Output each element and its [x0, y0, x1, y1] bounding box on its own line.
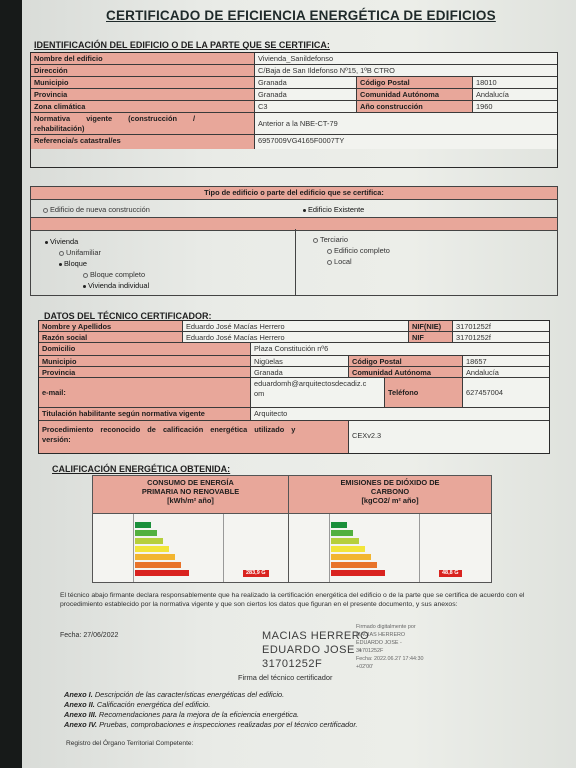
zona-climatica-label: Zona climática [31, 101, 255, 112]
domicilio-label: Domicilio [39, 343, 251, 355]
radio-icon [327, 260, 332, 265]
tecnico-ca-label: Comunidad Autónoma [349, 367, 463, 377]
normativa-value: Anterior a la NBE-CT-79 [255, 113, 557, 134]
direccion-value: C/Baja de San Ildefonso Nº15, 1ºB CTRO [255, 65, 557, 76]
consumo-scale [93, 514, 289, 582]
declaration-text: El técnico abajo firmante declara responsablemente que ha realizado la certificación energética del edificio o de la parte que se certifica de acuerdo con el procedimiento establecido por la normativa vigente y que son ciertos los datos que figuran en el presente documento, y sus anexos: [60, 592, 525, 608]
table-row [39, 378, 549, 408]
digital-signature-4: 31701252F [356, 648, 384, 654]
option-label: Edificio completo [334, 246, 390, 255]
table-row [31, 113, 557, 135]
technician-table [38, 320, 550, 454]
scale-divider [133, 514, 134, 582]
nombre-edificio-value: Vivienda_Sanildefonso [255, 53, 557, 64]
emisiones-scale [289, 514, 491, 582]
tecnico-municipio-label: Municipio [39, 356, 251, 366]
option-label: Bloque completo [90, 270, 146, 279]
table-row [31, 53, 557, 65]
telefono-value: 627457004 [463, 378, 549, 407]
signature-caption: Firma del técnico certificador [238, 673, 333, 682]
annex-text: Calificación energética del edificio. [96, 700, 211, 709]
annex-text: Recomendaciones para la mejora de la eficiencia energética. [98, 710, 299, 719]
normativa-label [31, 113, 255, 134]
scale-bar-a [135, 522, 151, 528]
nif-label: NIF [409, 332, 453, 342]
consumo-header [93, 476, 289, 514]
option-label: Edificio Existente [308, 205, 365, 214]
digital-signature-3: EDUARDO JOSE - [356, 640, 402, 646]
annex-2 [64, 700, 210, 709]
consumo-result-arrow: 283,9 G [243, 570, 269, 577]
email-value [251, 378, 385, 407]
technician-heading: DATOS DEL TÉCNICO CERTIFICADOR: [44, 311, 212, 321]
procedimiento-label-line-2: versión: [42, 435, 71, 444]
codigo-postal-value: 18010 [473, 77, 557, 88]
emisiones-unit: [kgCO2/ m² año] [361, 496, 419, 505]
signature-line-2: EDUARDO JOSE - [262, 644, 363, 656]
option-label: Vivienda individual [88, 281, 150, 290]
option-unifamiliar[interactable] [59, 248, 101, 257]
tecnico-municipio-value: Nigüelas [251, 356, 349, 366]
radio-selected-icon [59, 263, 62, 266]
scale-divider [419, 514, 420, 582]
table-row [39, 356, 549, 367]
option-bloque-completo[interactable] [83, 270, 145, 279]
annex-4 [64, 720, 358, 729]
scale-bar-c [331, 538, 359, 544]
fecha: Fecha: 27/06/2022 [60, 632, 119, 639]
referencia-catastral-value: 6957009VG4165F0007TY [255, 135, 557, 149]
radio-icon [59, 251, 64, 256]
option-vivienda[interactable] [45, 237, 78, 246]
emisiones-result-arrow: 48,8 G [439, 570, 462, 577]
option-label: Local [334, 257, 352, 266]
codigo-postal-label: Código Postal [357, 77, 473, 88]
identification-table [30, 52, 558, 168]
tecnico-ca-value: Andalucía [463, 367, 549, 377]
municipio-label: Municipio [31, 77, 255, 88]
nif-value: 31701252f [453, 332, 549, 342]
scale-bar-d [331, 546, 365, 552]
razon-social-value: Eduardo José Macías Herrero [183, 332, 409, 342]
scale-bar-b [331, 530, 353, 536]
comunidad-autonoma-value: Andalucía [473, 89, 557, 100]
table-row [39, 332, 549, 343]
option-edificio-completo[interactable] [327, 246, 390, 255]
scale-bar-a [331, 522, 347, 528]
table-row [31, 65, 557, 77]
scale-divider [223, 514, 224, 582]
option-terciario[interactable] [313, 235, 348, 244]
rating-table [92, 475, 492, 583]
option-vivienda-individual[interactable] [83, 281, 149, 290]
direccion-label: Dirección [31, 65, 255, 76]
table-row [39, 421, 549, 453]
radio-icon [327, 249, 332, 254]
table-row [31, 89, 557, 101]
table-row [39, 321, 549, 332]
option-local[interactable] [327, 257, 352, 266]
table-row [31, 101, 557, 113]
annex-key: Anexo III. [64, 710, 97, 719]
tecnico-provincia-value: Granada [251, 367, 349, 377]
building-type-box [30, 186, 558, 296]
option-label: Edificio de nueva construcción [50, 205, 150, 214]
normativa-label-line-2: rehabilitación) [34, 124, 85, 133]
annex-1 [64, 690, 284, 699]
signature-line-3: 31701252F [262, 658, 323, 670]
table-row [39, 367, 549, 378]
consumo-title-1: CONSUMO DE ENERGÍA [147, 478, 234, 487]
domicilio-value: Plaza Constitución nº6 [251, 343, 549, 355]
annex-3 [64, 710, 299, 719]
municipio-value: Granada [255, 77, 357, 88]
digital-signature-1: Firmado digitalmente por [356, 624, 416, 630]
annex-key: Anexo IV. [64, 720, 97, 729]
scale-bar-c [135, 538, 163, 544]
scale-bar-d [135, 546, 169, 552]
table-row [31, 77, 557, 89]
nif-nie-label: NIF(NIE) [409, 321, 453, 331]
rating-heading: CALIFICACIÓN ENERGÉTICA OBTENIDA: [52, 464, 231, 474]
radio-selected-icon [45, 241, 48, 244]
scale-divider [329, 514, 330, 582]
consumo-unit: [kWh/m² año] [167, 496, 214, 505]
emisiones-header [289, 476, 491, 514]
titulacion-value: Arquitecto [251, 408, 549, 420]
tecnico-cp-label: Código Postal [349, 356, 463, 366]
registro-text: Registro del Órgano Territorial Competente: [66, 740, 194, 747]
radio-selected-icon [303, 209, 306, 212]
tecnico-nombre-value: Eduardo José Macías Herrero [183, 321, 409, 331]
emisiones-title-2: CARBONO [370, 487, 410, 496]
signature-line-1: MACIAS HERRERO [262, 630, 370, 642]
titulacion-label: Titulación habilitante según normativa vigente [39, 408, 251, 420]
nombre-edificio-label: Nombre del edificio [31, 53, 255, 64]
provincia-value: Granada [255, 89, 357, 100]
digital-signature-5: Fecha: 2022.06.27 17:44:30 [356, 656, 424, 662]
anio-construccion-value: 1960 [473, 101, 557, 112]
annex-text: Descripción de las características energéticas del edificio. [94, 690, 285, 699]
emisiones-title-1: EMISIONES DE DIÓXIDO DE [340, 478, 440, 487]
consumo-title-2: PRIMARIA NO RENOVABLE [141, 487, 240, 496]
scale-bar-e [135, 554, 175, 560]
radio-icon [313, 238, 318, 243]
building-type-column-divider [295, 229, 296, 295]
table-row [39, 343, 549, 356]
telefono-label: Teléfono [385, 378, 463, 407]
razon-social-label: Razón social [39, 332, 183, 342]
procedimiento-label [39, 421, 349, 453]
normativa-label-line-1: Normativa vigente (construcción / [34, 114, 196, 123]
zona-climatica-value: C3 [255, 101, 357, 112]
scale-bar-g [135, 570, 189, 576]
tecnico-cp-value: 18657 [463, 356, 549, 366]
building-type-heading: Tipo de edificio o parte del edificio que se certifica: [31, 187, 557, 200]
digital-signature-6: +02'00' [356, 664, 374, 670]
option-nueva-construccion[interactable] [43, 205, 150, 214]
procedimiento-label-line-1: Procedimiento reconocido de calificación energética utilizado y [42, 425, 296, 434]
radio-selected-icon [83, 285, 86, 288]
tecnico-provincia-label: Provincia [39, 367, 251, 377]
email-label: e-mail: [39, 378, 251, 407]
radio-icon [43, 208, 48, 213]
scale-bar-g [331, 570, 385, 576]
email-value-line-1: eduardomh@arquitectosdecadiz.c [254, 379, 367, 388]
annex-key: Anexo I. [64, 690, 93, 699]
option-label: Bloque [64, 259, 88, 268]
procedimiento-value: CEXv2.3 [349, 421, 549, 453]
option-bloque[interactable] [59, 259, 87, 268]
scale-bar-b [135, 530, 157, 536]
email-value-line-2: om [254, 389, 265, 398]
table-row [39, 408, 549, 421]
building-type-divider [31, 217, 557, 231]
scale-bar-f [331, 562, 377, 568]
annex-text: Pruebas, comprobaciones e inspecciones realizadas por el técnico certificador. [99, 720, 358, 729]
annex-key: Anexo II. [64, 700, 95, 709]
scale-bar-f [135, 562, 181, 568]
option-label: Vivienda [50, 237, 79, 246]
scale-bar-e [331, 554, 371, 560]
referencia-catastral-label: Referencia/s catastral/es [31, 135, 255, 149]
option-label: Unifamiliar [66, 248, 101, 257]
comunidad-autonoma-label: Comunidad Autónoma [357, 89, 473, 100]
document-title: CERTIFICADO DE EFICIENCIA ENERGÉTICA DE EDIFICIOS [106, 8, 496, 23]
certificate-page [22, 0, 576, 768]
radio-icon [83, 273, 88, 278]
tecnico-nombre-label: Nombre y Apellidos [39, 321, 183, 331]
identification-heading: IDENTIFICACIÓN DEL EDIFICIO O DE LA PARTE QUE SE CERTIFICA: [34, 40, 330, 50]
anio-construccion-label: Año construcción [357, 101, 473, 112]
digital-signature-2: MACIAS HERRERO [356, 632, 406, 638]
option-label: Terciario [320, 235, 348, 244]
option-edificio-existente[interactable] [303, 205, 364, 214]
table-row [31, 135, 557, 149]
nif-nie-value: 31701252f [453, 321, 549, 331]
provincia-label: Provincia [31, 89, 255, 100]
